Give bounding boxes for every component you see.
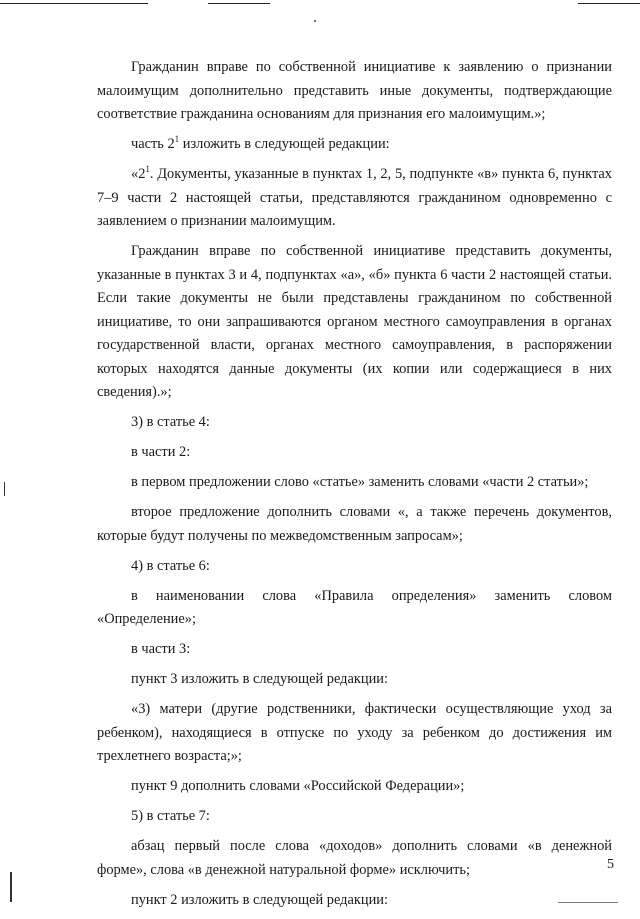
scan-artifact-top-right bbox=[578, 3, 640, 4]
paragraph: абзац первый после слова «доходов» дополнить словами «в денежной форме», слова «в денежной натуральной форме» исключить; bbox=[97, 838, 612, 878]
paragraph: Гражданин вправе по собственной инициативе к заявлению о признании малоимущим дополнительно представить иные документы, подтверждающие соответствие гражданина основаниям для признания его малоимущим.»; bbox=[97, 59, 612, 122]
paragraph: Гражданин вправе по собственной инициативе представить документы, указанные в пунктах 3 и 4, подпунктах «а», «б» пункта 6 части 2 настоящей статьи. Если такие документы не были представлены гражданином по собственной инициативе, то они запрашиваются органом местного самоуправления в органах государственной власти, органах местного самоуправления, в распоряжении которых находятся данные документы (их копии или содержащиеся в них сведения).»; bbox=[97, 243, 612, 400]
paragraph: в части 2: bbox=[131, 444, 191, 460]
paragraph: часть $2^1$ изложить в следующей редакции: bbox=[131, 134, 390, 152]
paragraph: пункт 9 дополнить словами «Российской Федерации»; bbox=[131, 778, 465, 794]
paragraph: в части 3: bbox=[131, 641, 191, 657]
paragraph: 3) в статье 4: bbox=[131, 414, 210, 430]
scan-speck bbox=[314, 20, 316, 22]
paragraph: пункт 2 изложить в следующей редакции: bbox=[131, 891, 388, 908]
paragraph: в наименовании слова «Правила определения» заменить словом «Определение»; bbox=[97, 587, 612, 627]
paragraph: в первом предложении слово «статье» заменить словами «части 2 статьи»; bbox=[131, 474, 589, 490]
paragraph: 4) в статье 6: bbox=[131, 557, 210, 574]
paragraph: «$2^1$. Документы, указанные в пунктах 1, 2, 5, подпункте «в» пункта 6, пунктах 7–9 части 2 настоящей статьи, представляются гражданином одновременно с заявлением о признании малоимущим. bbox=[97, 164, 612, 229]
page-number: 5 bbox=[607, 857, 614, 872]
document-body bbox=[97, 56, 612, 919]
paragraph: 5) в статье 7: bbox=[131, 808, 210, 824]
scan-artifact-left-margin bbox=[4, 482, 5, 496]
scan-artifact-top-mid bbox=[208, 3, 270, 4]
paragraph: «3) матери (другие родственники, фактически осуществляющие уход за ребенком), находящиеся в отпуске по уходу за ребенком до достижения им трехлетнего возраста;»; bbox=[97, 701, 612, 764]
scan-artifact-top-left bbox=[0, 3, 148, 4]
scan-artifact-bottom-left bbox=[10, 872, 12, 902]
paragraph: второе предложение дополнить словами «, а также перечень документов, которые будут получены по межведомственным запросам»; bbox=[97, 504, 612, 544]
paragraph: пункт 3 изложить в следующей редакции: bbox=[131, 671, 388, 687]
